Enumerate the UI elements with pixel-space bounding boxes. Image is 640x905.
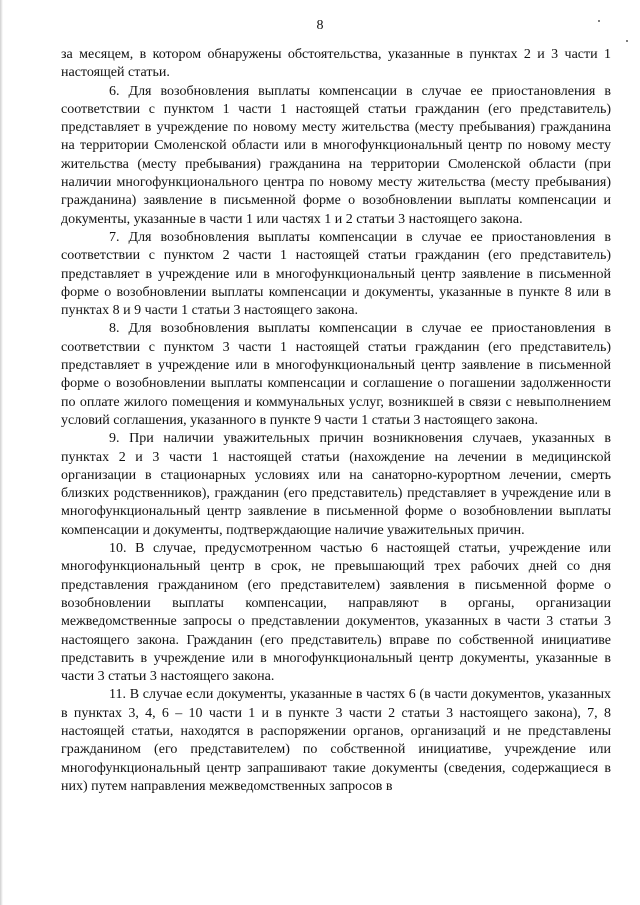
scan-edge-shadow bbox=[0, 0, 3, 905]
paragraph-8: 8. Для возобновления выплаты компенсации в случае ее приостановления в соответствии с пунктом 3 части 1 настоящей статьи гражданин (его представитель) представляет в учреждение или в многофункциональный центр заявление в письменной форме о возобновлении выплаты компенсации и соглашение о погашении задолженности по оплате жилого помещения и коммунальных услуг, возникшей в связи с невыполнением условий соглашения, указанного в пункте 9 части 1 статьи 3 настоящего закона. bbox=[61, 321, 611, 428]
scan-speck bbox=[626, 40, 628, 42]
page-number: 8 bbox=[316, 18, 324, 33]
paragraph-continuation: за месяцем, в котором обнаружены обстоятельства, указанные в пунктах 2 и 3 части 1 настоящей статьи. bbox=[61, 47, 611, 81]
paragraph-10: 10. В случае, предусмотренном частью 6 настоящей статьи, учреждение или многофункциональный центр в срок, не превышающий трех рабочих дней со дня представления гражданином (его представителем) заявления в письменной форме о возобновлении выплаты компенсации, направляют в органы, организации межведомственные запросы о представлении документов, указанных в части 3 статьи 3 настоящего закона. Гражданин (его представитель) вправе по собственной инициативе представить в учреждение или в многофункциональный центр документы, указанные в части 3 статьи 3 настоящего закона. bbox=[61, 541, 611, 685]
paragraph-7: 7. Для возобновления выплаты компенсации в случае ее приостановления в соответствии с пунктом 2 части 1 настоящей статьи гражданин (его представитель) представляет в учреждение или в многофункциональный центр заявление в письменной форме о возобновлении выплаты компенсации и документы, указанные в пункте 8 или в пунктах 8 и 9 части 1 статьи 3 настоящего закона. bbox=[61, 229, 611, 319]
paragraph-9: 9. При наличии уважительных причин возникновения случаев, указанных в пунктах 2 и 3 части 1 настоящей статьи (нахождение на лечении в медицинской организации в стационарных условиях или на санаторно-курортном лечении, смерть близких родственников), гражданин (его представитель) представляет в учреждение или в многофункциональный центр заявление в письменной форме о возобновлении выплаты компенсации и документы, подтверждающие наличие уважительных причин. bbox=[61, 431, 611, 538]
paragraph-6: 6. Для возобновления выплаты компенсации в случае ее приостановления в соответствии с пунктом 1 части 1 настоящей статьи гражданин (его представитель) представляет в учреждение по новому месту жительства (месту пребывания) гражданина на территории Смоленской области или в многофункциональный центр по новому месту жительства (месту пребывания) гражданина на территории Смоленской области (при наличии многофункционального центра по новому месту жительства (месту пребывания) гражданина) заявление в письменной форме о возобновлении выплаты компенсации и документы, указанные в части 1 или частях 1 и 2 статьи 3 настоящего закона. bbox=[61, 83, 611, 227]
document-body bbox=[61, 46, 611, 796]
paragraph-11: 11. В случае если документы, указанные в частях 6 (в части документов, указанных в пунктах 3, 4, 6 – 10 части 1 и в пункте 3 части 2 статьи 3 настоящего закона), 7, 8 настоящей статьи, находятся в распоряжении органов, организаций и не представлены гражданином (его представителем) по собственной инициативе, учреждение или многофункциональный центр запрашивают такие документы (сведения, содержащиеся в них) путем направления межведомственных запросов в bbox=[61, 687, 611, 794]
